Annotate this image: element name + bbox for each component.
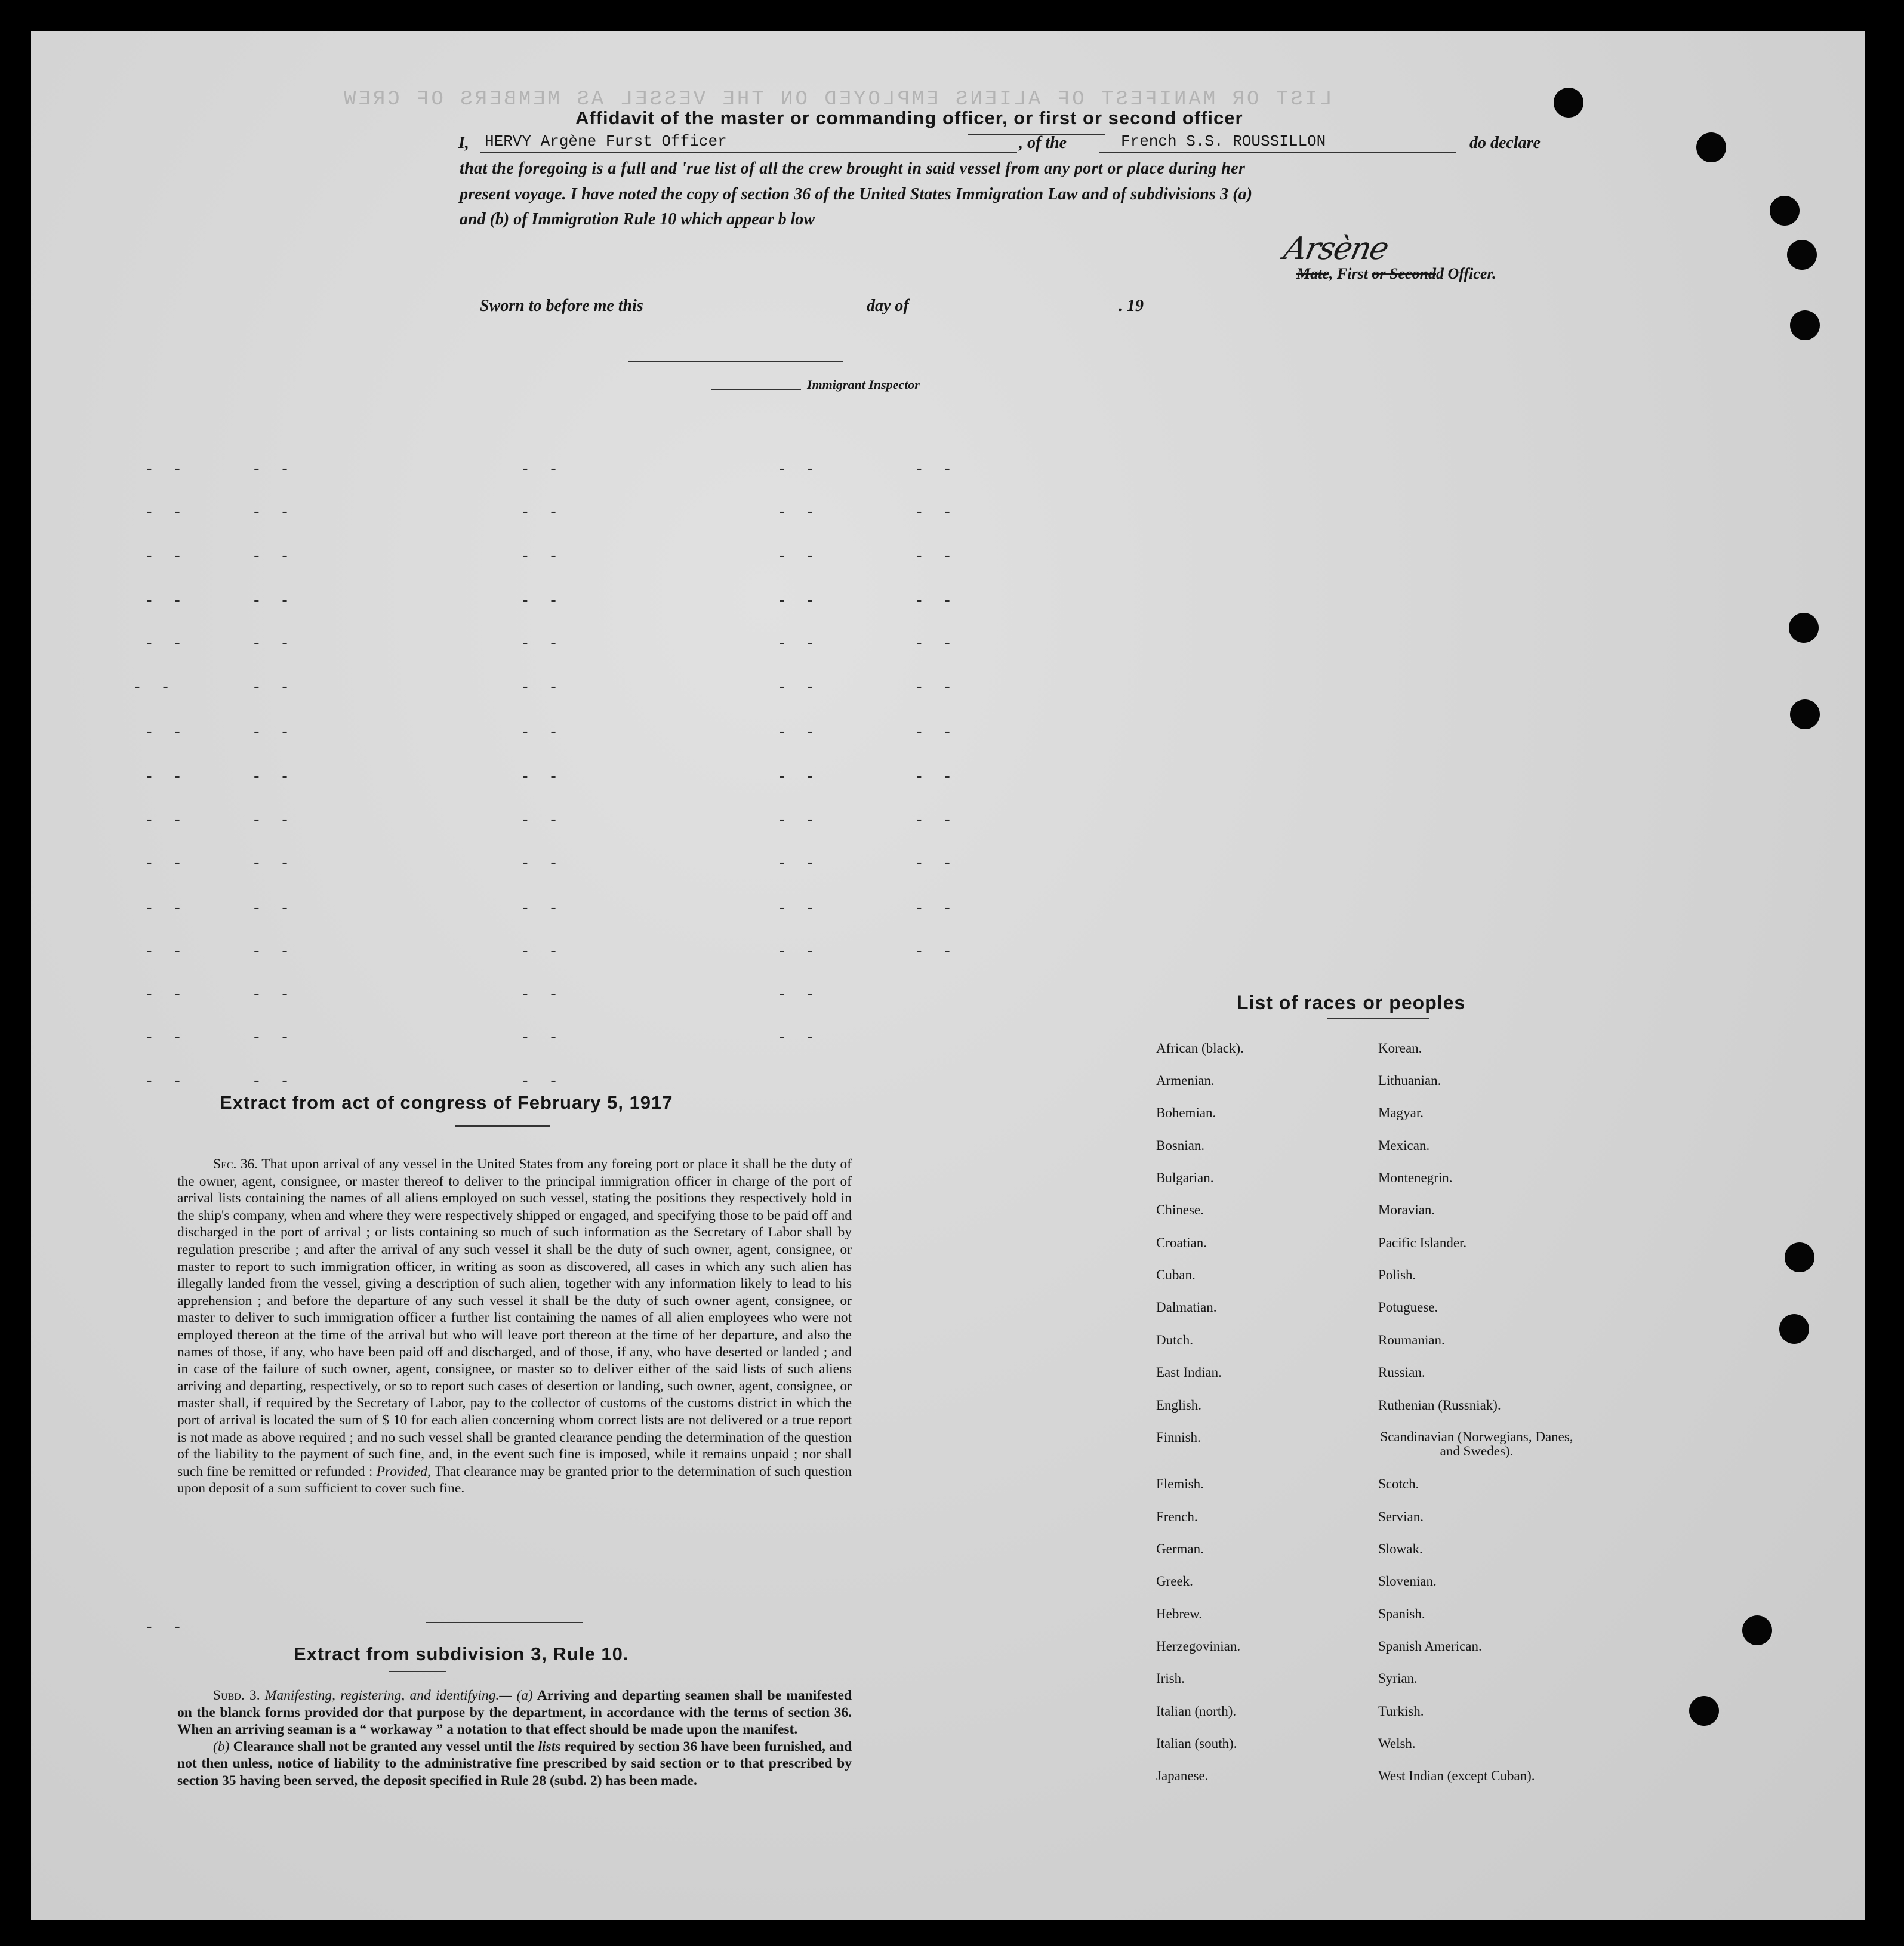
ditto-mark: - - bbox=[777, 504, 819, 522]
punch-hole bbox=[1696, 132, 1726, 162]
race-item: German. bbox=[1156, 1541, 1204, 1556]
race-item: Dutch. bbox=[1156, 1333, 1193, 1347]
officer-name-value: HERVY Argène Furst Officer bbox=[485, 132, 727, 150]
races-underline bbox=[1327, 1018, 1429, 1019]
race-item: Scandinavian (Norwegians, Danes, and Swedes). bbox=[1380, 1429, 1573, 1458]
ditto-mark: - - bbox=[520, 768, 563, 786]
race-item: Herzegovinian. bbox=[1156, 1639, 1241, 1654]
of-the-label: , of the bbox=[1019, 134, 1067, 152]
sworn-label: Sworn to before me this bbox=[480, 297, 643, 315]
extract-rule-title: Extract from subdivision 3, Rule 10. bbox=[294, 1643, 629, 1664]
sec-label: Sec. 36. bbox=[213, 1157, 258, 1172]
race-item: Magyar. bbox=[1378, 1105, 1424, 1120]
ditto-mark: - - bbox=[914, 461, 957, 479]
punch-hole bbox=[1789, 613, 1819, 643]
struck-mate: Mate bbox=[1296, 265, 1329, 282]
race-item: Flemish. bbox=[1156, 1476, 1204, 1491]
ditto-mark: - - bbox=[252, 723, 294, 741]
ditto-mark: - - bbox=[520, 986, 563, 1004]
punch-hole bbox=[1770, 196, 1800, 226]
race-item: Dalmatian. bbox=[1156, 1300, 1217, 1315]
ditto-mark: - - bbox=[252, 812, 294, 829]
ditto-mark: - - bbox=[252, 679, 294, 696]
ditto-mark: - - bbox=[777, 855, 819, 872]
ditto-mark: - - bbox=[252, 855, 294, 872]
ditto-mark: - - bbox=[914, 943, 957, 961]
name-line bbox=[480, 152, 1017, 153]
race-item: Polish. bbox=[1378, 1267, 1416, 1282]
affidavit-line-3: present voyage. I have noted the copy of section 36 of the United States Immigration Law and of subdivisions 3 (a) bbox=[460, 185, 1253, 203]
ditto-mark: - - bbox=[144, 855, 187, 872]
race-item: Potuguese. bbox=[1378, 1300, 1438, 1315]
race-item: Slowak. bbox=[1378, 1541, 1423, 1556]
race-item: Scotch. bbox=[1378, 1476, 1419, 1491]
ditto-mark: - - bbox=[520, 899, 563, 917]
subd-italic: Manifesting, registering, and identifying.— (a) bbox=[264, 1688, 533, 1703]
ditto-mark: - - bbox=[144, 1618, 187, 1636]
affidavit-pronoun: I, bbox=[458, 134, 469, 152]
ditto-mark: - - bbox=[777, 986, 819, 1004]
ditto-mark: - - bbox=[252, 899, 294, 917]
ditto-mark: - - bbox=[914, 592, 957, 610]
ditto-mark: - - bbox=[777, 592, 819, 610]
ditto-mark: - - bbox=[520, 679, 563, 696]
ditto-mark: - - bbox=[144, 635, 187, 653]
ditto-mark: - - bbox=[777, 547, 819, 565]
punch-hole bbox=[1785, 1242, 1814, 1272]
ditto-mark: - - bbox=[520, 635, 563, 653]
sec-36-text bbox=[177, 1156, 852, 1497]
ditto-mark: - - bbox=[252, 504, 294, 522]
race-item: Cuban. bbox=[1156, 1267, 1196, 1282]
race-item: Syrian. bbox=[1378, 1671, 1418, 1686]
ditto-mark: - - bbox=[520, 547, 563, 565]
ditto-mark: - - bbox=[252, 1029, 294, 1047]
immigrant-inspector-label: Immigrant Inspector bbox=[807, 377, 920, 392]
day-of-label: day of bbox=[867, 297, 909, 315]
struck-second: or Second bbox=[1372, 265, 1437, 282]
race-item: Bosnian. bbox=[1156, 1138, 1205, 1153]
ditto-mark: - - bbox=[520, 943, 563, 961]
race-item: Moravian. bbox=[1378, 1202, 1435, 1217]
document-page bbox=[31, 31, 1865, 1920]
ditto-mark: - - bbox=[520, 1029, 563, 1047]
ditto-mark: - - bbox=[914, 679, 957, 696]
race-item: Irish. bbox=[1156, 1671, 1185, 1686]
race-item: Italian (south). bbox=[1156, 1736, 1237, 1751]
ditto-mark: - - bbox=[520, 1072, 563, 1090]
race-item: Lithuanian. bbox=[1378, 1073, 1441, 1088]
ditto-mark: - - bbox=[777, 943, 819, 961]
race-item: English. bbox=[1156, 1398, 1202, 1413]
race-item: Croatian. bbox=[1156, 1235, 1207, 1250]
extract-act-underline bbox=[455, 1125, 550, 1127]
ditto-mark: - - bbox=[914, 504, 957, 522]
ditto-mark: - - bbox=[252, 461, 294, 479]
ditto-mark: - - bbox=[777, 679, 819, 696]
affidavit-line-2: that the foregoing is a full and 'rue list of all the crew brought in said vessel from any port or place during her bbox=[460, 159, 1246, 178]
race-item: Servian. bbox=[1378, 1509, 1424, 1524]
ditto-mark: - - bbox=[520, 812, 563, 829]
ditto-mark: - - bbox=[252, 547, 294, 565]
ditto-mark: - - bbox=[144, 943, 187, 961]
race-item: Korean. bbox=[1378, 1041, 1422, 1056]
ditto-mark: - - bbox=[144, 504, 187, 522]
para-b-text-1: Clearance shall not be granted any vessel until the bbox=[233, 1738, 535, 1754]
provided-word: Provided, bbox=[376, 1463, 431, 1479]
para-b-lists: lists bbox=[538, 1738, 561, 1754]
race-item: Roumanian. bbox=[1378, 1333, 1445, 1347]
sec-36-paragraph bbox=[177, 1156, 852, 1497]
para-b-label: (b) bbox=[213, 1738, 230, 1754]
ditto-mark: - - bbox=[777, 461, 819, 479]
affidavit-title: Affidavit of the master or commanding officer, or first or second officer bbox=[575, 107, 1243, 128]
ditto-mark: - - bbox=[144, 768, 187, 786]
officer-first: , First bbox=[1329, 265, 1368, 282]
ditto-mark: - - bbox=[914, 855, 957, 872]
ditto-mark: - - bbox=[520, 461, 563, 479]
ditto-mark: - - bbox=[144, 1029, 187, 1047]
race-item: Greek. bbox=[1156, 1574, 1193, 1589]
para-a-text: Arriving and departing seamen shall be manifested on the blanck forms provided dor that purpose by the department, in accordance with the terms of section 36. When an arriving seaman is a “ workaway ” a notation to that effect should be made upon the manifest. bbox=[177, 1688, 852, 1738]
ditto-mark: - - bbox=[520, 855, 563, 872]
race-item: Hebrew. bbox=[1156, 1606, 1203, 1621]
ditto-mark: - - bbox=[252, 635, 294, 653]
sec-36-body: That upon arrival of any vessel in the United States from any foreing port or place it shall be the duty of the owner, agent, consignee, or master thereof to deliver to the principal immigration officer in charge of the port of arrival lists containing the names of all aliens employed on such vessel, stating the positions they respectively hold in the ship's company, when and where they were respectively shipped or engaged, and specifying those to be paid off and discharged in the port of arrival ; or lists containing so much of such information as the Secretary of Labor shall by regulation prescribe ; and after the arrival of any such vessel it shall be the duty of such owner, agent, consignee, or master to report to such immigration officer, in writing as soon as discovered, all cases in which any such alien has illegally landed from the vessel, giving a description of such alien, together with any information likely to lead to his apprehension ; and before the departure of any such vessel it shall be the duty of such owner agent, consignee, or master to deliver to such immigration officer a further list containing the names of all alien employees who were not employed thereon at the time of the arrival but who will leave port thereon at the time of her departure, and also the names of those, if any, who have been paid off and discharged, and of those, if any, who have deserted or landed ; and in case of the failure of such owner, agent, consignee, or master so to deliver either of the said lists of such aliens arriving and departing, respectively, or so to report such cases of desertion or landing, such owner, agent, consignee, or master shall, if required by the Secretary of Labor, pay to the collector of customs of the customs district in which the port of arrival is located the sum of $ 10 for each alien concerning whom correct lists are not delivered or a true report is not made as above required ; and no such vessel shall be granted clearance pending the determination of the question of the liability to the payment of such fine, and, in the event such fine is imposed, while it remains unpaid ; nor shall such fine be remitted or refunded : bbox=[177, 1157, 852, 1479]
race-item: West Indian (except Cuban). bbox=[1378, 1768, 1535, 1783]
affidavit-line-4: and (b) of Immigration Rule 10 which appear b low bbox=[460, 210, 815, 229]
ditto-mark: - - bbox=[144, 812, 187, 829]
ditto-mark: - - bbox=[144, 461, 187, 479]
punch-hole bbox=[1554, 88, 1583, 118]
race-item: Spanish American. bbox=[1378, 1639, 1482, 1654]
year-label: . 19 bbox=[1119, 297, 1144, 315]
ditto-mark: - - bbox=[914, 768, 957, 786]
race-item: Bulgarian. bbox=[1156, 1170, 1214, 1185]
ditto-mark: - - bbox=[777, 635, 819, 653]
vessel-name-value: French S.S. ROUSSILLON bbox=[1121, 132, 1326, 150]
ditto-mark: - - bbox=[252, 1072, 294, 1090]
ditto-mark: - - bbox=[144, 547, 187, 565]
punch-hole bbox=[1790, 699, 1820, 729]
punch-hole bbox=[1689, 1696, 1719, 1726]
ditto-mark: - - bbox=[520, 723, 563, 741]
race-item: Italian (north). bbox=[1156, 1704, 1237, 1719]
ditto-mark: - - bbox=[144, 1072, 187, 1090]
races-title: List of races or peoples bbox=[1237, 992, 1466, 1013]
race-item: Spanish. bbox=[1378, 1606, 1425, 1621]
ditto-mark: - - bbox=[914, 812, 957, 829]
punch-hole bbox=[1787, 240, 1817, 270]
ditto-mark: - - bbox=[520, 504, 563, 522]
ditto-mark: - - bbox=[144, 899, 187, 917]
race-item: Chinese. bbox=[1156, 1202, 1204, 1217]
ditto-mark: - - bbox=[914, 635, 957, 653]
ditto-mark: - - bbox=[520, 592, 563, 610]
race-item: Slovenian. bbox=[1378, 1574, 1437, 1589]
ditto-mark: - - bbox=[252, 768, 294, 786]
bleed-through-header: LIST OR MANIFEST OF ALIENS EMPLOYED ON THE VESSEL AS MEMBERS OF CREW bbox=[341, 88, 1332, 111]
rule-para-a bbox=[177, 1687, 852, 1738]
ditto-mark: - - bbox=[252, 592, 294, 610]
ditto-mark: - - bbox=[144, 723, 187, 741]
ditto-mark: - - bbox=[914, 547, 957, 565]
punch-hole bbox=[1742, 1615, 1772, 1645]
race-item: Mexican. bbox=[1378, 1138, 1430, 1153]
rule-para-b bbox=[177, 1738, 852, 1790]
inspector-short-line bbox=[711, 389, 801, 390]
ditto-mark: - - bbox=[133, 679, 175, 696]
race-item: Pacific Islander. bbox=[1378, 1235, 1467, 1250]
race-item: Bohemian. bbox=[1156, 1105, 1216, 1120]
race-item: French. bbox=[1156, 1509, 1198, 1524]
punch-hole bbox=[1790, 310, 1820, 340]
race-item: Japanese. bbox=[1156, 1768, 1209, 1783]
race-item: Welsh. bbox=[1378, 1736, 1416, 1751]
sec-36-end: That clearance may be granted prior to the determination of such question upon deposit of a sum sufficient to cover such fine. bbox=[177, 1463, 852, 1497]
rule-10-text bbox=[177, 1687, 852, 1790]
extract-rule-underline bbox=[389, 1671, 446, 1672]
race-item: Armenian. bbox=[1156, 1073, 1215, 1088]
race-item: Montenegrin. bbox=[1378, 1170, 1453, 1185]
inspector-signature-line bbox=[628, 361, 843, 362]
ditto-mark: - - bbox=[777, 723, 819, 741]
race-item: East Indian. bbox=[1156, 1365, 1222, 1380]
para-b-text-2: required by section 36 have been furnished, and not then unless, notice of liability to the administrative fine prescribed by said section or to that prescribed by section 35 having been served, the deposit specified in Rule 28 (subd. 2) has been made. bbox=[177, 1738, 852, 1788]
ditto-mark: - - bbox=[144, 592, 187, 610]
race-item: Finnish. bbox=[1156, 1430, 1201, 1445]
officer-suffix: d Officer. bbox=[1436, 265, 1496, 282]
ditto-mark: - - bbox=[777, 768, 819, 786]
ditto-mark: - - bbox=[777, 812, 819, 829]
officer-title-line bbox=[1296, 265, 1496, 283]
section-divider bbox=[426, 1622, 583, 1623]
race-item: Russian. bbox=[1378, 1365, 1425, 1380]
extract-act-title: Extract from act of congress of February 5, 1917 bbox=[220, 1092, 673, 1113]
officer-signature: Arsène bbox=[1280, 231, 1391, 267]
ditto-mark: - - bbox=[252, 943, 294, 961]
ditto-mark: - - bbox=[777, 1029, 819, 1047]
ditto-mark: - - bbox=[914, 723, 957, 741]
ditto-mark: - - bbox=[252, 986, 294, 1004]
ditto-mark: - - bbox=[144, 986, 187, 1004]
punch-hole bbox=[1779, 1314, 1809, 1344]
subd-label: Subd. 3. bbox=[213, 1688, 260, 1703]
do-declare-label: do declare bbox=[1469, 134, 1541, 152]
ditto-mark: - - bbox=[777, 899, 819, 917]
ditto-mark: - - bbox=[914, 899, 957, 917]
vessel-line bbox=[1099, 152, 1456, 153]
race-item: Ruthenian (Russniak). bbox=[1378, 1398, 1501, 1413]
race-item: African (black). bbox=[1156, 1041, 1244, 1056]
race-item: Turkish. bbox=[1378, 1704, 1424, 1719]
